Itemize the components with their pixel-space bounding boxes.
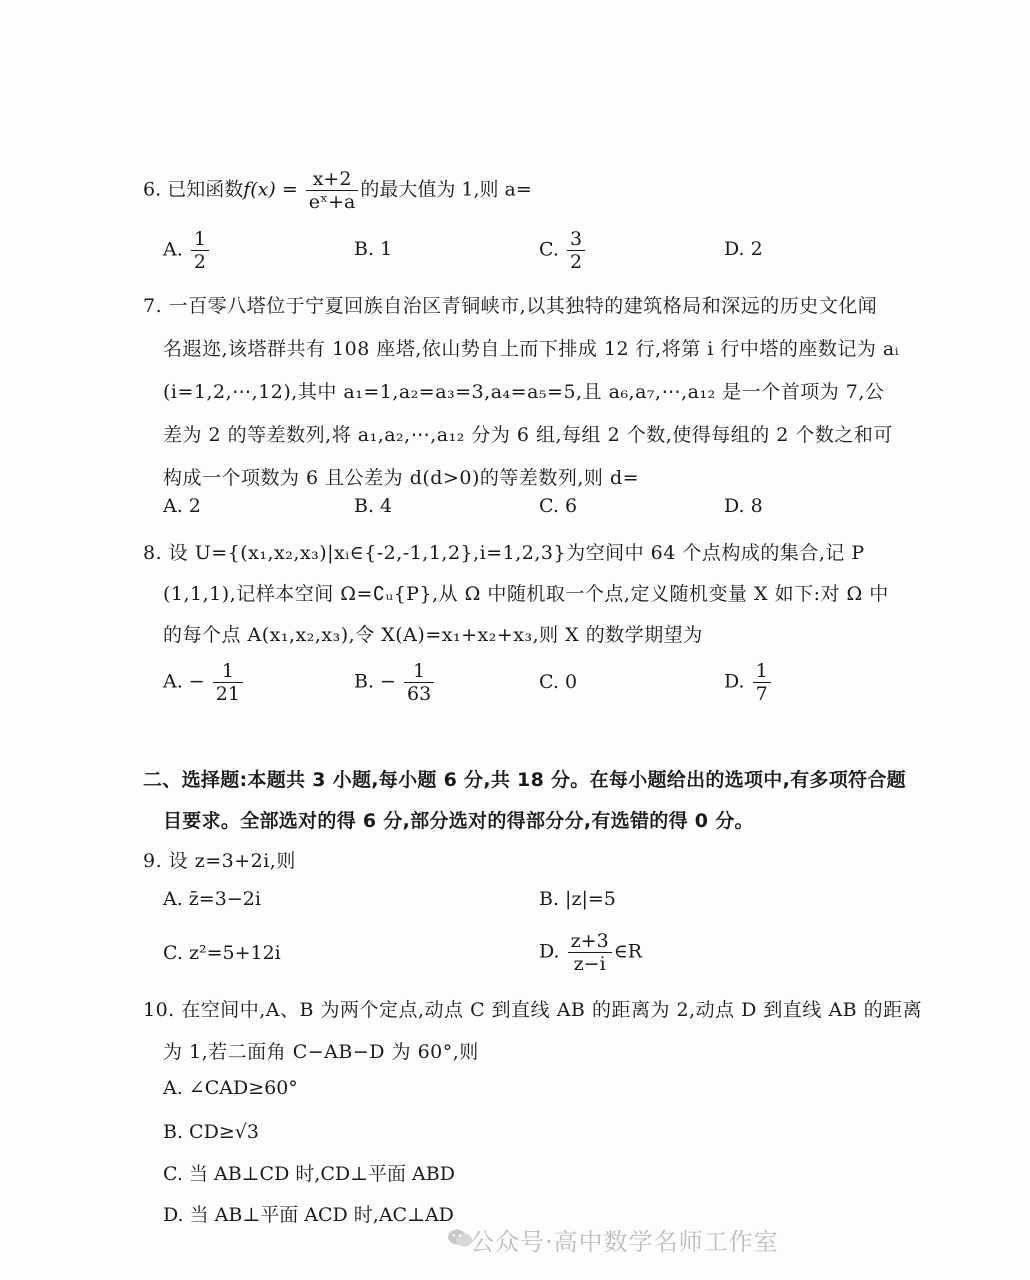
option-fraction (404, 660, 434, 705)
q9-option-a: A. z̄=3−2i (163, 888, 261, 910)
frac-num: 1 (755, 660, 768, 682)
option-label: D. (724, 670, 745, 693)
q6-option-c (539, 228, 587, 273)
q10-option-d: D. 当 AB⊥平面 ACD 时,AC⊥AD (163, 1204, 454, 1226)
option-text: 2 (750, 238, 763, 260)
q7-option-d: D. 8 (724, 495, 763, 517)
frac-den: 63 (404, 682, 434, 705)
q8-option-a (163, 660, 245, 705)
option-label: B. (354, 238, 375, 260)
q6-frac-den: eˣ+a (306, 190, 359, 213)
q7-line-4: 差为 2 的等差数列,将 a₁,a₂,⋯,a₁₂ 分为 6 组,每组 2 个数,使得每组的 2 个数之和可 (163, 424, 893, 446)
frac-den: 21 (213, 682, 243, 705)
q6-fraction (306, 168, 359, 213)
frac-num: 1 (413, 660, 426, 682)
q9-option-b: B. |z|=5 (539, 888, 616, 910)
q10-line-1: 10. 在空间中,A、B 为两个定点,动点 C 到直线 AB 的距离为 2,动点 D 到直线 AB 的距离 (143, 999, 923, 1021)
option-label: B. − (354, 670, 396, 693)
q6-option-a (163, 228, 211, 273)
q6-function: f(x) = (243, 178, 298, 201)
q9-option-d (539, 930, 642, 975)
q9-option-c: C. z²=5+12i (163, 942, 281, 964)
q8-line-2: (1,1,1),记样本空间 Ω=∁ᵤ{P},从 Ω 中随机取一个点,定义随机变量 X 如下:对 Ω 中 (163, 583, 889, 605)
option-fraction (567, 228, 585, 273)
option-text: 1 (380, 238, 393, 260)
option-fraction (568, 930, 612, 975)
q8-line-1: 8. 设 U={(x₁,x₂,x₃)|xᵢ∈{-2,-1,1,2},i=1,2,3}为空间中 64 个点构成的集合,记 P (143, 542, 865, 564)
watermark-text: 公众号·高中数学名师工作室 (470, 1228, 779, 1256)
option-label: D. (539, 940, 560, 963)
frac-den: 2 (567, 250, 585, 273)
q7-line-5: 构成一个项数为 6 且公差为 d(d>0)的等差数列,则 d= (163, 467, 640, 489)
frac-den: z−i (568, 952, 612, 975)
q6-frac-num: x+2 (312, 168, 352, 190)
q7-line-1: 7. 一百零八塔位于宁夏回族自治区青铜峡市,以其独特的建筑格局和深远的历史文化闻 (143, 295, 878, 317)
q10-line-2: 为 1,若二面角 C−AB−D 为 60°,则 (163, 1041, 479, 1063)
q6-option-d (724, 238, 763, 260)
q9-stem: 9. 设 z=3+2i,则 (143, 850, 296, 872)
frac-den: 2 (191, 250, 209, 273)
option-fraction (213, 660, 243, 705)
frac-num: z+3 (570, 930, 609, 952)
option-text: ∈R (613, 940, 643, 963)
q6-text-post: 的最大值为 1,则 a= (360, 178, 532, 201)
option-label: A. (163, 238, 183, 261)
q6-option-b (354, 238, 392, 260)
q7-option-a: A. 2 (163, 495, 201, 517)
frac-den: 7 (753, 682, 771, 705)
q10-option-c: C. 当 AB⊥CD 时,CD⊥平面 ABD (163, 1163, 455, 1185)
q7-line-2: 名遐迩,该塔群共有 108 座塔,依山势自上而下排成 12 行,将第 i 行中塔的座数记为 aᵢ (163, 338, 900, 360)
section-2-heading-cont: 目要求。全部选对的得 6 分,部分选对的得部分分,有选错的得 0 分。 (163, 810, 754, 832)
option-label: A. − (163, 670, 205, 693)
frac-num: 1 (193, 228, 206, 250)
option-label: C. (539, 238, 559, 261)
section-2-heading: 二、选择题:本题共 3 小题,每小题 6 分,共 18 分。在每小题给出的选项中,有多项符合题 (143, 769, 906, 791)
q8-option-d (724, 660, 773, 705)
q10-option-a: A. ∠CAD≥60° (163, 1077, 298, 1099)
q7-option-c: C. 6 (539, 495, 578, 517)
q7-option-b: B. 4 (354, 495, 393, 517)
option-text: 0 (564, 671, 578, 693)
question-6-stem (143, 168, 532, 213)
question-number: 6. (143, 178, 162, 201)
q10-option-b: B. CD≥√3 (163, 1121, 259, 1143)
option-label: C. (539, 671, 559, 693)
q8-line-3: 的每个点 A(x₁,x₂,x₃),令 X(A)=x₁+x₂+x₃,则 X 的数学期望为 (163, 624, 703, 646)
q6-text-pre: 已知函数 (167, 178, 244, 201)
q8-option-c (539, 671, 577, 693)
frac-num: 3 (569, 228, 583, 250)
option-fraction (191, 228, 209, 273)
option-label: D. (724, 238, 745, 260)
q7-line-3: (i=1,2,⋯,12),其中 a₁=1,a₂=a₃=3,a₄=a₅=5,且 a₆,a₇,⋯,a₁₂ 是一个首项为 7,公 (163, 381, 885, 403)
frac-num: 1 (221, 660, 234, 682)
option-fraction (753, 660, 771, 705)
q8-option-b (354, 660, 436, 705)
